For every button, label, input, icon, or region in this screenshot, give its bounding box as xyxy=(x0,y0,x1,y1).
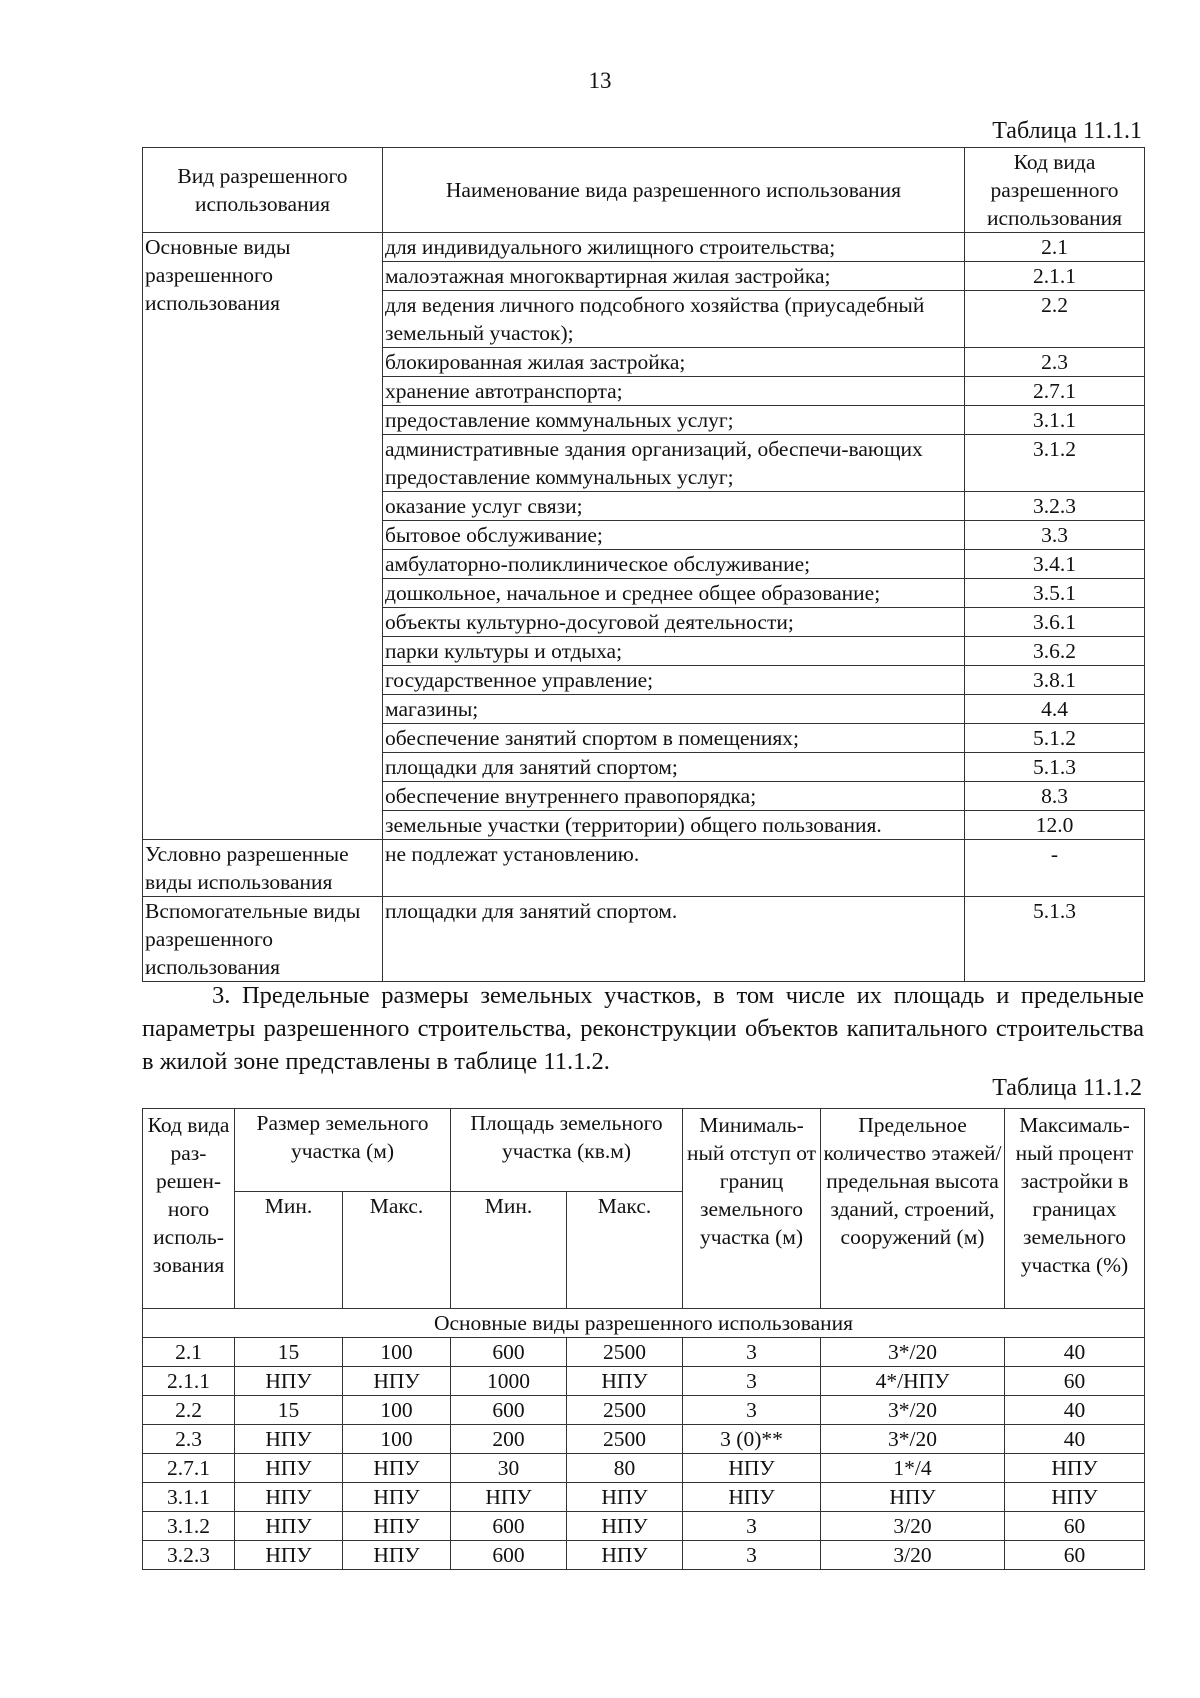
t2-cell-size-max: НПУ xyxy=(343,1541,451,1570)
t1-use-code: 3.6.2 xyxy=(965,637,1145,666)
t1-use-code: 3.4.1 xyxy=(965,550,1145,579)
t2-cell-size-max: НПУ xyxy=(343,1454,451,1483)
table-row xyxy=(143,1425,1145,1454)
t2-header-area-min: Мин. xyxy=(451,1192,567,1309)
t2-cell-floors: НПУ xyxy=(821,1483,1005,1512)
t1-use-name: амбулаторно-поликлиническое обслуживание; xyxy=(383,550,965,579)
t1-header-use-code: Код вида разрешенного использования xyxy=(965,148,1145,233)
t2-header-area-max: Макс. xyxy=(567,1192,683,1309)
t2-cell-size-min: НПУ xyxy=(235,1541,343,1570)
t1-use-name: обеспечение внутреннего правопорядка; xyxy=(383,782,965,811)
t1-use-name: для ведения личного подсобного хозяйства (приусадебный земельный участок); xyxy=(383,291,965,348)
t1-use-name: блокированная жилая застройка; xyxy=(383,348,965,377)
t1-use-name: малоэтажная многоквартирная жилая застройка; xyxy=(383,262,965,291)
t1-use-code: 2.1 xyxy=(965,233,1145,262)
t1-use-name: не подлежат установлению. xyxy=(383,840,965,897)
t2-cell-code: 3.2.3 xyxy=(143,1541,235,1570)
table-land-use-types xyxy=(142,147,1145,982)
t2-cell-percent: 60 xyxy=(1005,1512,1145,1541)
t2-header-size-max: Макс. xyxy=(343,1192,451,1309)
t2-cell-setback: НПУ xyxy=(683,1483,821,1512)
table-row xyxy=(143,1512,1145,1541)
t2-cell-setback: 3 xyxy=(683,1396,821,1425)
t1-use-name: оказание услуг связи; xyxy=(383,492,965,521)
table-row xyxy=(143,897,1145,982)
t2-cell-size-max: НПУ xyxy=(343,1512,451,1541)
t2-cell-area-max: 2500 xyxy=(567,1396,683,1425)
t2-cell-size-max: НПУ xyxy=(343,1483,451,1512)
t2-cell-area-min: 200 xyxy=(451,1425,567,1454)
t2-cell-setback: 3 xyxy=(683,1338,821,1367)
t1-use-name: парки культуры и отдыха; xyxy=(383,637,965,666)
t2-cell-setback: 3 xyxy=(683,1541,821,1570)
t2-cell-area-max: НПУ xyxy=(567,1367,683,1396)
t2-cell-setback: НПУ xyxy=(683,1454,821,1483)
t1-use-name: обеспечение занятий спортом в помещениях; xyxy=(383,724,965,753)
t2-cell-size-min: НПУ xyxy=(235,1454,343,1483)
t1-group-label: Основные виды разрешенного использования xyxy=(143,233,383,840)
t2-cell-size-max: 100 xyxy=(343,1396,451,1425)
t2-cell-floors: 3/20 xyxy=(821,1541,1005,1570)
t2-cell-size-max: НПУ xyxy=(343,1367,451,1396)
t2-cell-floors: 3*/20 xyxy=(821,1425,1005,1454)
t1-use-name: дошкольное, начальное и среднее общее образование; xyxy=(383,579,965,608)
t2-header-area: Площадь земельного участка (кв.м) xyxy=(451,1109,683,1192)
t2-cell-size-min: 15 xyxy=(235,1396,343,1425)
t1-group-label: Условно разрешенные виды использования xyxy=(143,840,383,897)
t1-use-name: магазины; xyxy=(383,695,965,724)
t1-use-code: 8.3 xyxy=(965,782,1145,811)
t2-cell-percent: 40 xyxy=(1005,1396,1145,1425)
t2-cell-size-max: 100 xyxy=(343,1338,451,1367)
t1-use-name: площадки для занятий спортом. xyxy=(383,897,965,982)
t2-cell-floors: 3/20 xyxy=(821,1512,1005,1541)
t2-cell-size-min: НПУ xyxy=(235,1512,343,1541)
t2-cell-area-min: 600 xyxy=(451,1512,567,1541)
t2-cell-size-min: НПУ xyxy=(235,1367,343,1396)
t1-use-name: площадки для занятий спортом; xyxy=(383,753,965,782)
t1-use-code: 12.0 xyxy=(965,811,1145,840)
table-row xyxy=(143,1367,1145,1396)
t2-cell-size-min: 15 xyxy=(235,1338,343,1367)
t1-use-code: 3.3 xyxy=(965,521,1145,550)
t2-cell-area-max: НПУ xyxy=(567,1541,683,1570)
t1-header-use-name: Наименование вида разрешенного использования xyxy=(383,148,965,233)
t1-use-code: 2.7.1 xyxy=(965,377,1145,406)
t2-header-percent: Максималь-ный процент застройки в границах земельного участка (%) xyxy=(1005,1109,1145,1309)
t2-cell-area-min: НПУ xyxy=(451,1483,567,1512)
t2-header-setback: Минималь-ный отступ от границ земельного участка (м) xyxy=(683,1109,821,1309)
t1-header-use-type: Вид разрешенного использования xyxy=(143,148,383,233)
t1-use-code: 3.5.1 xyxy=(965,579,1145,608)
t2-cell-area-min: 600 xyxy=(451,1338,567,1367)
t1-use-code: 5.1.3 xyxy=(965,897,1145,982)
t2-cell-area-min: 30 xyxy=(451,1454,567,1483)
t2-cell-setback: 3 (0)** xyxy=(683,1425,821,1454)
table-row xyxy=(143,840,1145,897)
t2-cell-code: 3.1.2 xyxy=(143,1512,235,1541)
t1-use-code: 5.1.2 xyxy=(965,724,1145,753)
t2-cell-percent: 60 xyxy=(1005,1541,1145,1570)
t2-cell-code: 2.2 xyxy=(143,1396,235,1425)
table2-caption: Таблица 11.1.2 xyxy=(992,1075,1142,1101)
t1-use-code: - xyxy=(965,840,1145,897)
table-row xyxy=(143,233,1145,262)
t2-cell-floors: 1*/4 xyxy=(821,1454,1005,1483)
t2-cell-code: 2.1.1 xyxy=(143,1367,235,1396)
t2-cell-area-max: 80 xyxy=(567,1454,683,1483)
t2-cell-code: 2.1 xyxy=(143,1338,235,1367)
t2-cell-setback: 3 xyxy=(683,1512,821,1541)
t2-header-code: Код вида раз-решен-ного исполь-зования xyxy=(143,1109,235,1309)
t2-cell-code: 2.7.1 xyxy=(143,1454,235,1483)
t2-cell-area-max: НПУ xyxy=(567,1512,683,1541)
table-row xyxy=(143,1541,1145,1570)
table1-caption: Таблица 11.1.1 xyxy=(992,118,1142,144)
t2-body xyxy=(143,1309,1145,1570)
paragraph-3: 3. Предельные размеры земельных участков, в том числе их площадь и предельные параметры разрешенного строительства, реконструкции объектов капитального строительства в жилой зоне представлены в таблице 11.1.2. xyxy=(142,982,1144,1075)
t1-use-name: бытовое обслуживание; xyxy=(383,521,965,550)
t1-use-name: объекты культурно-досуговой деятельности; xyxy=(383,608,965,637)
t1-use-name: для индивидуального жилищного строительства; xyxy=(383,233,965,262)
table-row xyxy=(143,1454,1145,1483)
t2-header-size-min: Мин. xyxy=(235,1192,343,1309)
t2-section-label: Основные виды разрешенного использования xyxy=(143,1309,1145,1338)
t2-cell-size-max: 100 xyxy=(343,1425,451,1454)
t1-use-code: 2.3 xyxy=(965,348,1145,377)
t2-cell-area-min: 600 xyxy=(451,1541,567,1570)
t1-use-name: административные здания организаций, обеспечи-вающих предоставление коммунальных услуг; xyxy=(383,435,965,492)
t2-cell-area-max: НПУ xyxy=(567,1483,683,1512)
t2-cell-code: 2.3 xyxy=(143,1425,235,1454)
t2-header-floors: Предельное количество этажей/ предельная высота зданий, строений, сооружений (м) xyxy=(821,1109,1005,1309)
t1-use-name: предоставление коммунальных услуг; xyxy=(383,406,965,435)
table-row xyxy=(143,1483,1145,1512)
t2-cell-floors: 3*/20 xyxy=(821,1338,1005,1367)
t1-use-code: 2.1.1 xyxy=(965,262,1145,291)
t2-cell-floors: 4*/НПУ xyxy=(821,1367,1005,1396)
t2-cell-area-min: 600 xyxy=(451,1396,567,1425)
t2-cell-percent: НПУ xyxy=(1005,1454,1145,1483)
t2-cell-area-min: 1000 xyxy=(451,1367,567,1396)
t2-cell-percent: 40 xyxy=(1005,1425,1145,1454)
t2-cell-size-min: НПУ xyxy=(235,1483,343,1512)
t1-use-code: 3.1.2 xyxy=(965,435,1145,492)
t1-use-name: земельные участки (территории) общего пользования. xyxy=(383,811,965,840)
t1-group-label: Вспомогательные виды разрешенного использования xyxy=(143,897,383,982)
table-row xyxy=(143,1396,1145,1425)
table-row xyxy=(143,1338,1145,1367)
page-number: 13 xyxy=(588,68,612,93)
table-land-parameters xyxy=(142,1108,1145,1570)
t2-cell-code: 3.1.1 xyxy=(143,1483,235,1512)
t2-cell-percent: НПУ xyxy=(1005,1483,1145,1512)
t1-use-code: 2.2 xyxy=(965,291,1145,348)
t2-cell-size-min: НПУ xyxy=(235,1425,343,1454)
t2-cell-percent: 40 xyxy=(1005,1338,1145,1367)
t1-use-code: 3.8.1 xyxy=(965,666,1145,695)
t1-body xyxy=(143,233,1145,982)
t1-use-code: 4.4 xyxy=(965,695,1145,724)
t2-cell-area-max: 2500 xyxy=(567,1338,683,1367)
t1-use-name: государственное управление; xyxy=(383,666,965,695)
t1-use-name: хранение автотранспорта; xyxy=(383,377,965,406)
t1-use-code: 3.1.1 xyxy=(965,406,1145,435)
t2-cell-percent: 60 xyxy=(1005,1367,1145,1396)
t2-cell-floors: 3*/20 xyxy=(821,1396,1005,1425)
t1-use-code: 3.6.1 xyxy=(965,608,1145,637)
t2-cell-setback: 3 xyxy=(683,1367,821,1396)
t1-use-code: 3.2.3 xyxy=(965,492,1145,521)
t1-use-code: 5.1.3 xyxy=(965,753,1145,782)
t2-cell-area-max: 2500 xyxy=(567,1425,683,1454)
t2-header-size: Размер земельного участка (м) xyxy=(235,1109,451,1192)
